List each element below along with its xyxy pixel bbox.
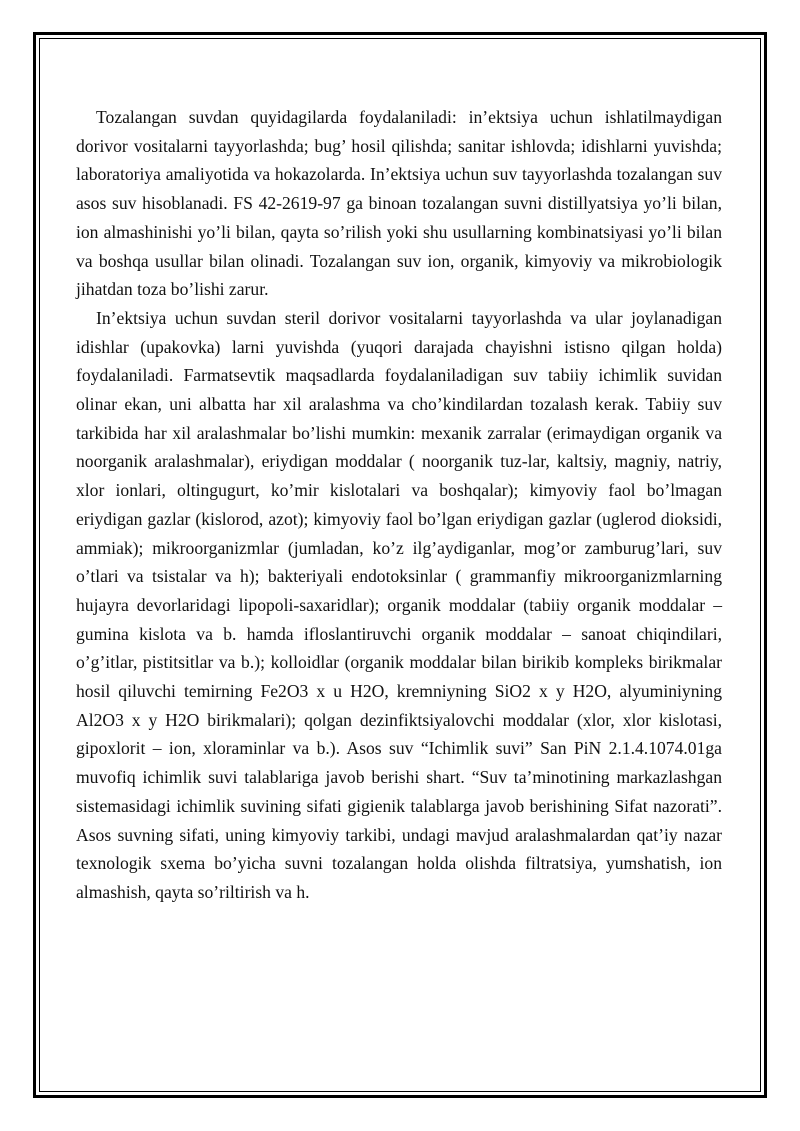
paragraph-1: Tozalangan suvdan quyidagilarda foydalaniladi: in’ektsiya uchun ishlatilmaydigan dorivor vositalarni tayyorlashda; bug’ hosil qilishda; sanitar ishlovda; idishlarni yuvishda; laboratoriya amaliyotida va hokazolarda. In’ektsiya uchun suv tayyorlashda tozalangan suv asos suv hisoblanadi. FS 42-2619-97 ga binoan tozalangan suvni distillyatsiya yo’li bilan, ion almashinishi yo’li bilan, qayta so’rilish yoki shu usullarning kombinatsiyasi yo’li bilan va boshqa usullar bilan olinadi. Tozalangan suv ion, organik, kimyoviy va mikrobiologik jihatdan toza bo’lishi zarur. — [76, 107, 722, 300]
paragraph-2: In’ektsiya uchun suvdan steril dorivor vositalarni tayyorlashda va ular joylanadigan idishlar (upakovka) larni yuvishda (yuqori darajada chayishni istisno qilgan holda) foydalaniladi. Farmatsevtik maqsadlarda foydalaniladigan suv tabiiy ichimlik suvidan olinar ekan, uni albatta har xil aralashma va cho’kindilardan tozalash kerak. Tabiiy suv tarkibida har xil aralashmalar bo’lishi mumkin: mexanik zarralar (erimaydigan organik va noorganik aralashmalar), eriydigan moddalar ( noorganik tuz-lar, kaltsiy, magniy, natriy, xlor ionlari, oltingugurt, ko’mir kislotalari va boshqalar); kimyoviy faol bo’lmagan eriydigan gazlar (kislorod, azot); kimyoviy faol bo’lgan eriydigan gazlar (uglerod dioksidi, ammiak); mikroorganizmlar (jumladan, ko’z ilg’aydiganlar, mog’or zamburug’lari, suv o’tlari va tsistalar va h); bakteriyali endotoksinlar ( grammanfiy mikroorganizmlarning hujayra devorlaridagi lipopoli-saxaridlar); organik moddalar (tabiiy organik moddalar – gumina kislota va b. hamda ifloslantiruvchi organik moddalar – sanoat chiqindilari, o’g’itlar, pistitsitlar va b.); kolloidlar (organik moddalar bilan birikib kompleks birikmalar hosil qiluvchi temirning Fe2O3 x u H2O, kremniyning SiO2 x y H2O, alyuminiyning Al2O3 x y H2O birikmalari); qolgan dezinfiktsiyalovchi moddalar (xlor, xlor kislotasi, gipoxlorit – ion, xloraminlar va b.). Asos suv “Ichimlik suvi” San PiN 2.1.4.1074.01ga muvofiq ichimlik suvi talablariga javob berishi shart. “Suv ta’minotining markazlashgan sistemasidagi ichimlik suvining sifati gigienik talablarga javob berishining Sifat nazorati”. Asos suvning sifati, uning kimyoviy tarkibi, undagi mavjud aralashmalardan qat’iy nazar texnologik sxema bo’yicha suvni tozalangan holda olishda filtratsiya, yumshatish, ion almashish, qayta so’riltirish va h. — [76, 307, 722, 902]
document-body — [76, 103, 722, 907]
